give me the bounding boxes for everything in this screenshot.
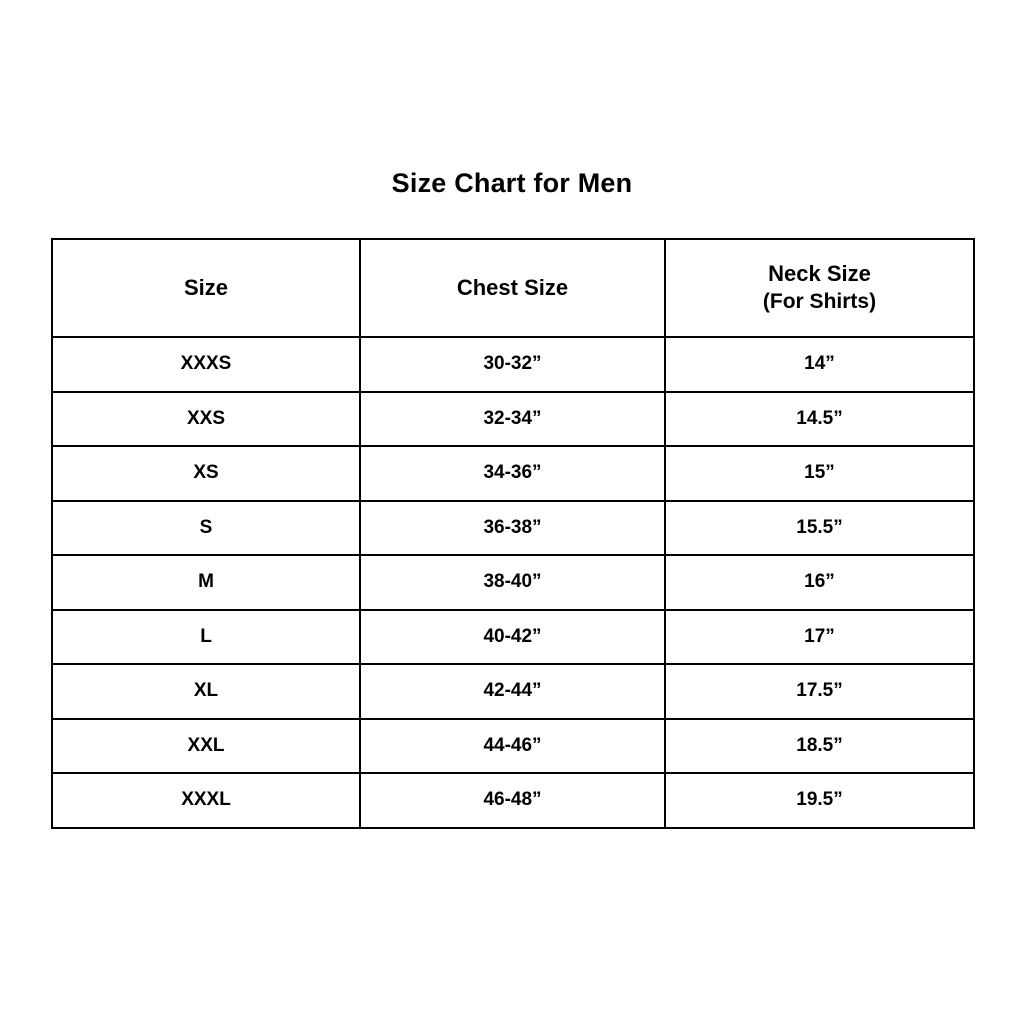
cell-neck: 14” <box>665 337 974 392</box>
size-chart-table-container <box>51 238 973 829</box>
table-row <box>52 501 974 556</box>
cell-size: XS <box>52 446 360 501</box>
cell-neck: 16” <box>665 555 974 610</box>
column-header-neck-size-sublabel: (For Shirts) <box>762 289 877 313</box>
cell-chest: 30-32” <box>360 337 665 392</box>
cell-chest: 34-36” <box>360 446 665 501</box>
cell-neck: 17.5” <box>665 664 974 719</box>
cell-size: XXL <box>52 719 360 774</box>
cell-neck: 17” <box>665 610 974 665</box>
cell-chest: 32-34” <box>360 392 665 447</box>
page-title: Size Chart for Men <box>391 168 633 198</box>
column-header-neck-size-label: Neck Size <box>768 261 871 287</box>
cell-chest: 46-48” <box>360 773 665 828</box>
table-row <box>52 610 974 665</box>
table-row <box>52 664 974 719</box>
column-header-size <box>52 239 360 337</box>
cell-chest: 44-46” <box>360 719 665 774</box>
table-header-row <box>52 239 974 337</box>
cell-size: L <box>52 610 360 665</box>
cell-chest: 42-44” <box>360 664 665 719</box>
cell-chest: 38-40” <box>360 555 665 610</box>
cell-size: XXXS <box>52 337 360 392</box>
cell-size: XL <box>52 664 360 719</box>
cell-neck: 18.5” <box>665 719 974 774</box>
table-row <box>52 446 974 501</box>
cell-size: XXXL <box>52 773 360 828</box>
column-header-chest-size-label: Chest Size <box>456 274 569 300</box>
table-row <box>52 773 974 828</box>
cell-chest: 36-38” <box>360 501 665 556</box>
cell-size: S <box>52 501 360 556</box>
table-row <box>52 392 974 447</box>
cell-neck: 15.5” <box>665 501 974 556</box>
cell-size: M <box>52 555 360 610</box>
table-body <box>52 337 974 828</box>
column-header-chest-size <box>360 239 665 337</box>
cell-neck: 19.5” <box>665 773 974 828</box>
table-row <box>52 337 974 392</box>
cell-chest: 40-42” <box>360 610 665 665</box>
table-header <box>52 239 974 337</box>
cell-size: XXS <box>52 392 360 447</box>
cell-neck: 15” <box>665 446 974 501</box>
column-header-size-label: Size <box>183 274 229 300</box>
cell-neck: 14.5” <box>665 392 974 447</box>
table-row <box>52 555 974 610</box>
column-header-neck-size <box>665 239 974 337</box>
size-chart-table <box>51 238 975 829</box>
table-row <box>52 719 974 774</box>
